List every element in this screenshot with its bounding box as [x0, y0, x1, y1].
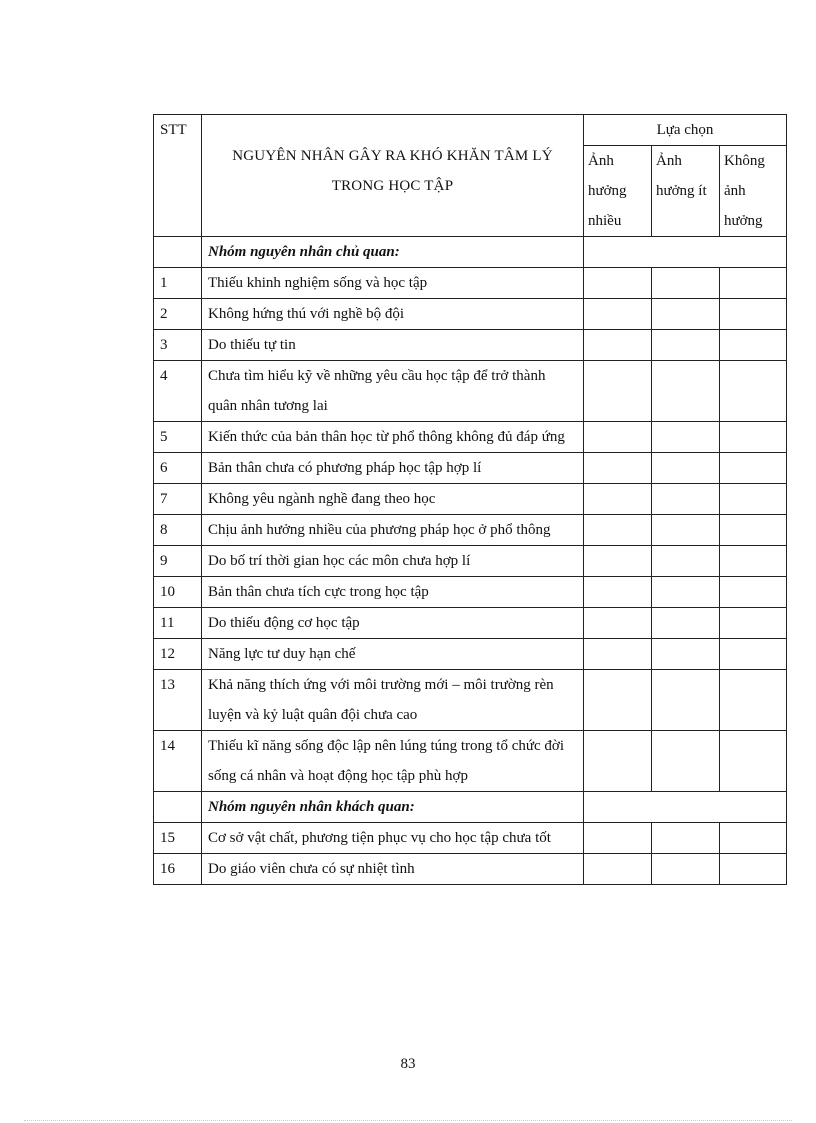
choice-cell-weak[interactable]: [652, 577, 720, 608]
table-row: [154, 484, 787, 515]
row-cause: Không yêu ngành nghề đang theo học: [202, 484, 584, 515]
row-cause: Thiếu khinh nghiệm sống và học tập: [202, 268, 584, 299]
choice-cell-none[interactable]: [720, 268, 787, 299]
choice-cell-weak[interactable]: [652, 453, 720, 484]
table-row: [154, 608, 787, 639]
row-stt: 4: [154, 361, 202, 422]
choice-cell-strong[interactable]: [584, 453, 652, 484]
choice-cell-strong[interactable]: [584, 546, 652, 577]
row-stt: 15: [154, 823, 202, 854]
table-row: [154, 731, 787, 792]
row-stt: 8: [154, 515, 202, 546]
row-cause: Thiếu kĩ năng sống độc lập nên lúng túng trong tổ chức đời sống cá nhân và hoạt động học tập phù hợp: [202, 731, 584, 792]
group-options-empty: [584, 237, 787, 268]
choice-cell-none[interactable]: [720, 670, 787, 731]
choice-cell-none[interactable]: [720, 330, 787, 361]
choice-cell-weak[interactable]: [652, 515, 720, 546]
row-cause: Bản thân chưa tích cực trong học tập: [202, 577, 584, 608]
choice-cell-weak[interactable]: [652, 422, 720, 453]
row-cause: Chưa tìm hiểu kỹ về những yêu cầu học tập để trở thành quân nhân tương lai: [202, 361, 584, 422]
choice-cell-none[interactable]: [720, 361, 787, 422]
choice-cell-strong[interactable]: [584, 484, 652, 515]
choice-cell-weak[interactable]: [652, 854, 720, 885]
choice-cell-none[interactable]: [720, 453, 787, 484]
choice-cell-weak[interactable]: [652, 361, 720, 422]
choice-cell-weak[interactable]: [652, 670, 720, 731]
header-stt: STT: [154, 115, 202, 237]
row-cause: Khả năng thích ứng với môi trường mới – môi trường rèn luyện và kỷ luật quân đội chưa cao: [202, 670, 584, 731]
choice-cell-weak[interactable]: [652, 330, 720, 361]
row-cause: Do giáo viên chưa có sự nhiệt tình: [202, 854, 584, 885]
header-option-weak: Ảnh hưởng ít: [652, 146, 720, 237]
table-row: [154, 577, 787, 608]
header-row: [154, 115, 787, 146]
choice-cell-strong[interactable]: [584, 577, 652, 608]
row-cause: Cơ sở vật chất, phương tiện phục vụ cho học tập chưa tốt: [202, 823, 584, 854]
row-stt: 11: [154, 608, 202, 639]
choice-cell-strong[interactable]: [584, 330, 652, 361]
table-row: [154, 453, 787, 484]
choice-cell-none[interactable]: [720, 823, 787, 854]
row-stt: 1: [154, 268, 202, 299]
table-row: [154, 422, 787, 453]
group-title-subjective: Nhóm nguyên nhân chủ quan:: [202, 237, 584, 268]
table-row: [154, 546, 787, 577]
choice-cell-none[interactable]: [720, 577, 787, 608]
row-stt: 5: [154, 422, 202, 453]
table-row: [154, 823, 787, 854]
row-cause: Do thiếu động cơ học tập: [202, 608, 584, 639]
table-row: [154, 854, 787, 885]
row-stt: 2: [154, 299, 202, 330]
header-option-none: Không ảnh hưởng: [720, 146, 787, 237]
group-stt-empty: [154, 792, 202, 823]
choice-cell-weak[interactable]: [652, 639, 720, 670]
choice-cell-none[interactable]: [720, 854, 787, 885]
group-row-objective: [154, 792, 787, 823]
choice-cell-none[interactable]: [720, 299, 787, 330]
header-cause: NGUYÊN NHÂN GÂY RA KHÓ KHĂN TÂM LÝ TRONG HỌC TẬP: [202, 115, 584, 237]
row-stt: 6: [154, 453, 202, 484]
choice-cell-none[interactable]: [720, 484, 787, 515]
choice-cell-weak[interactable]: [652, 823, 720, 854]
row-stt: 12: [154, 639, 202, 670]
choice-cell-strong[interactable]: [584, 854, 652, 885]
choice-cell-strong[interactable]: [584, 515, 652, 546]
page-number: 83: [400, 1056, 416, 1072]
choice-cell-weak[interactable]: [652, 484, 720, 515]
table-row: [154, 670, 787, 731]
row-cause: Do bố trí thời gian học các môn chưa hợp lí: [202, 546, 584, 577]
choice-cell-weak[interactable]: [652, 608, 720, 639]
choice-cell-strong[interactable]: [584, 731, 652, 792]
row-stt: 10: [154, 577, 202, 608]
table-row: [154, 330, 787, 361]
survey-table: [153, 114, 787, 885]
header-options-group: Lựa chọn: [584, 115, 787, 146]
table-row: [154, 299, 787, 330]
choice-cell-strong[interactable]: [584, 361, 652, 422]
header-option-strong: Ảnh hưởng nhiều: [584, 146, 652, 237]
choice-cell-weak[interactable]: [652, 299, 720, 330]
choice-cell-strong[interactable]: [584, 639, 652, 670]
choice-cell-none[interactable]: [720, 639, 787, 670]
page-bottom-rule: [24, 1120, 792, 1121]
choice-cell-none[interactable]: [720, 608, 787, 639]
table-row: [154, 639, 787, 670]
row-cause: Chịu ảnh hưởng nhiều của phương pháp học ở phổ thông: [202, 515, 584, 546]
row-cause: Kiến thức của bản thân học từ phổ thông không đủ đáp ứng: [202, 422, 584, 453]
choice-cell-strong[interactable]: [584, 299, 652, 330]
group-title-objective: Nhóm nguyên nhân khách quan:: [202, 792, 584, 823]
table-row: [154, 268, 787, 299]
row-cause: Năng lực tư duy hạn chế: [202, 639, 584, 670]
choice-cell-strong[interactable]: [584, 608, 652, 639]
row-cause: Bản thân chưa có phương pháp học tập hợp lí: [202, 453, 584, 484]
row-cause: Không hứng thú với nghề bộ đội: [202, 299, 584, 330]
row-stt: 14: [154, 731, 202, 792]
choice-cell-none[interactable]: [720, 515, 787, 546]
choice-cell-strong[interactable]: [584, 422, 652, 453]
group-row-subjective: [154, 237, 787, 268]
row-cause: Do thiếu tự tin: [202, 330, 584, 361]
choice-cell-weak[interactable]: [652, 268, 720, 299]
row-stt: 16: [154, 854, 202, 885]
choice-cell-strong[interactable]: [584, 670, 652, 731]
row-stt: 3: [154, 330, 202, 361]
choice-cell-strong[interactable]: [584, 268, 652, 299]
group-options-empty: [584, 792, 787, 823]
choice-cell-weak[interactable]: [652, 546, 720, 577]
row-stt: 9: [154, 546, 202, 577]
choice-cell-weak[interactable]: [652, 731, 720, 792]
choice-cell-none[interactable]: [720, 422, 787, 453]
choice-cell-strong[interactable]: [584, 823, 652, 854]
row-stt: 13: [154, 670, 202, 731]
row-stt: 7: [154, 484, 202, 515]
group-stt-empty: [154, 237, 202, 268]
table-row: [154, 515, 787, 546]
choice-cell-none[interactable]: [720, 731, 787, 792]
table-row: [154, 361, 787, 422]
choice-cell-none[interactable]: [720, 546, 787, 577]
